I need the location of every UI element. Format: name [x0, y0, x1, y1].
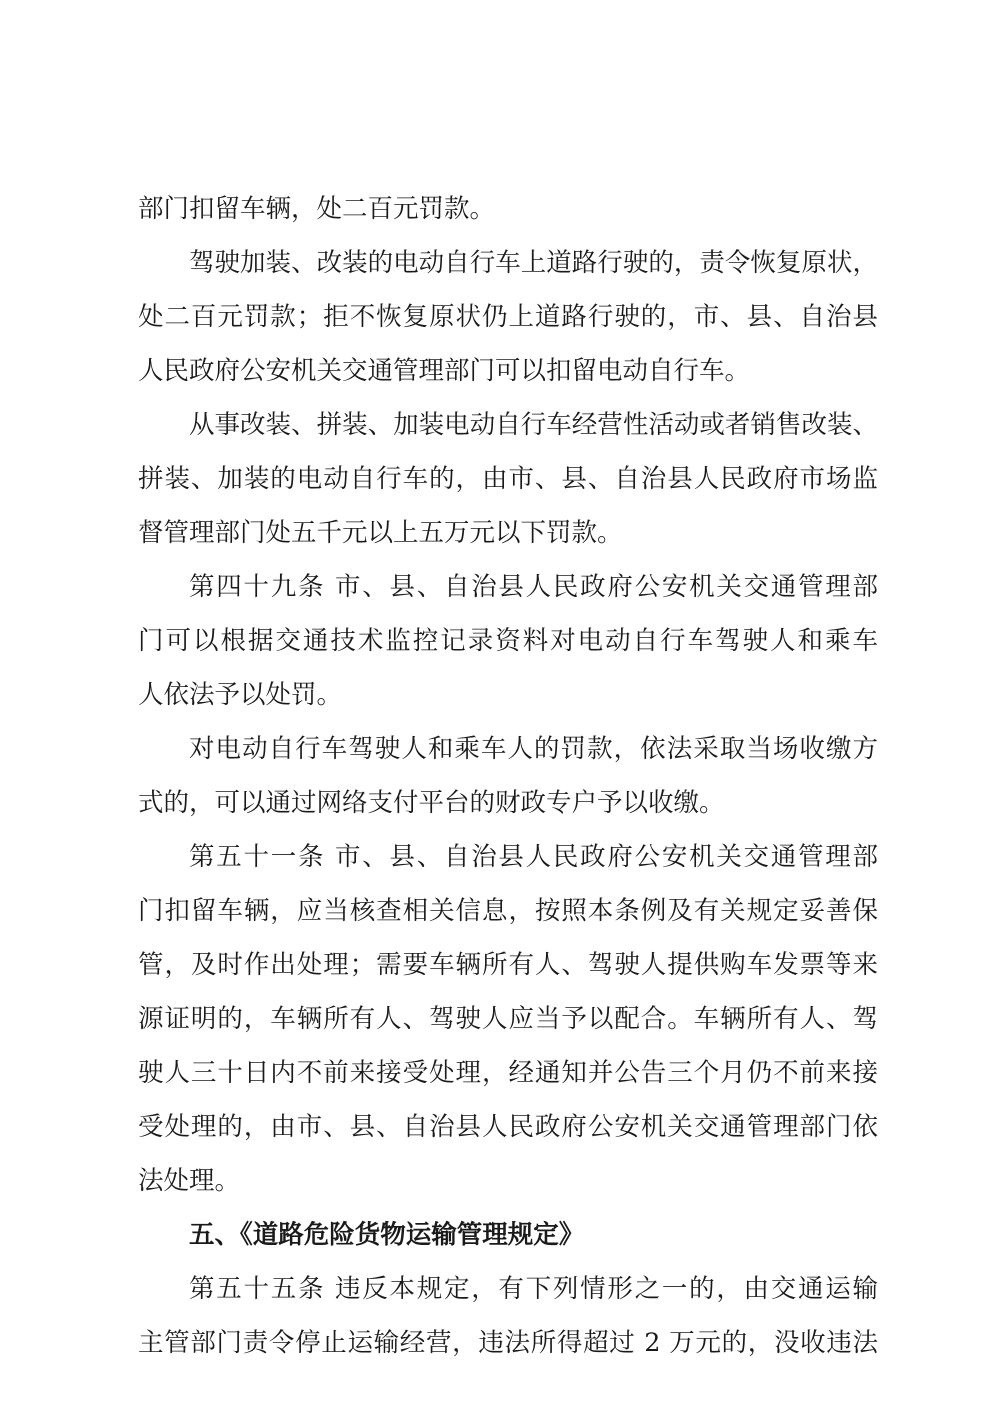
text-line: 从事改装、拼装、加装电动自行车经营性活动或者销售改装、 [189, 410, 878, 440]
text-line: 拼装、加装的电动自行车的，由市、县、自治县人民政府市场监 [138, 464, 878, 494]
paragraph [138, 236, 878, 398]
text-line: 主管部门责令停止运输经营，违法所得超过 2 万元的，没收违法 [138, 1328, 878, 1358]
text-line: 第五十五条 违反本规定，有下列情形之一的，由交通运输 [189, 1274, 878, 1304]
paragraph [138, 1262, 878, 1370]
text-line: 门可以根据交通技术监控记录资料对电动自行车驾驶人和乘车 [138, 626, 878, 656]
text-line: 第四十九条 市、县、自治县人民政府公安机关交通管理部 [189, 572, 878, 602]
paragraph [138, 722, 878, 830]
text-line: 部门扣留车辆，处二百元罚款。 [138, 194, 496, 224]
text-line: 督管理部门处五千元以上五万元以下罚款。 [138, 518, 623, 548]
text-line: 源证明的，车辆所有人、驾驶人应当予以配合。车辆所有人、驾 [138, 1004, 878, 1034]
paragraph [138, 560, 878, 722]
text-line: 处二百元罚款；拒不恢复原状仍上道路行驶的，市、县、自治县 [138, 302, 878, 332]
document-body [138, 182, 878, 1370]
text-line: 对电动自行车驾驶人和乘车人的罚款，依法采取当场收缴方 [189, 734, 878, 764]
text-line: 式的，可以通过网络支付平台的财政专户予以收缴。 [138, 788, 725, 818]
text-line: 法处理。 [138, 1166, 241, 1196]
paragraph [138, 830, 878, 1208]
text-line: 驶人三十日内不前来接受处理，经通知并公告三个月仍不前来接 [138, 1058, 878, 1088]
text-line: 门扣留车辆，应当核查相关信息，按照本条例及有关规定妥善保 [138, 896, 878, 926]
text-line: 驾驶加装、改装的电动自行车上道路行驶的，责令恢复原状， [189, 248, 878, 278]
section-heading [138, 1208, 878, 1262]
text-line: 管，及时作出处理；需要车辆所有人、驾驶人提供购车发票等来 [138, 950, 878, 980]
paragraph [138, 182, 878, 236]
text-line: 第五十一条 市、县、自治县人民政府公安机关交通管理部 [189, 842, 878, 872]
text-line: 受处理的，由市、县、自治县人民政府公安机关交通管理部门依 [138, 1112, 878, 1142]
section-heading-text: 五、《道路危险货物运输管理规定》 [189, 1220, 585, 1250]
text-line: 人民政府公安机关交通管理部门可以扣留电动自行车。 [138, 356, 751, 386]
paragraph [138, 398, 878, 560]
text-line: 人依法予以处罚。 [138, 680, 343, 710]
